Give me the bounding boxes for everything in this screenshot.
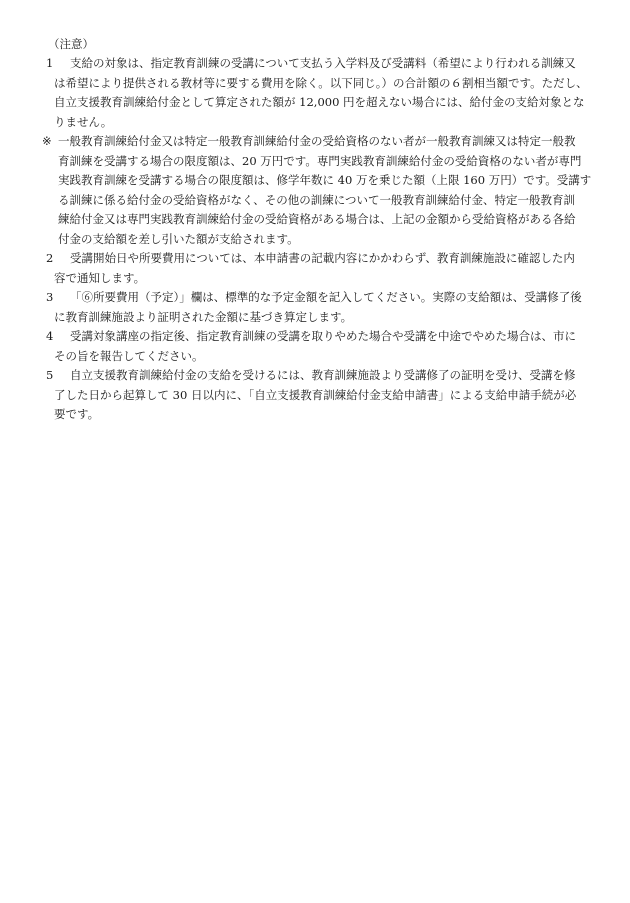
note-line: 容で通知します。 xyxy=(54,270,146,285)
notes-list xyxy=(42,54,602,425)
note-text xyxy=(58,132,602,249)
note-line: 受講対象講座の指定後、指定教育訓練の受講を取りやめた場合や受講を中途でやめた場合は、市に xyxy=(70,329,576,343)
note-item-1 xyxy=(42,54,602,132)
note-item-5 xyxy=(42,366,602,425)
note-line: りません。 xyxy=(54,114,113,129)
note-item-4 xyxy=(42,327,602,366)
note-line: 受講開始日や所要費用については、本申請書の記載内容にかかわらず、教育訓練施設に確認した内 xyxy=(70,251,575,265)
note-line: 一般教育訓練給付金又は特定一般教育訓練給付金の受給資格のない者が一般教育訓練又は特定一般教 xyxy=(58,134,576,148)
note-text xyxy=(54,366,602,425)
note-item-2 xyxy=(42,249,602,288)
note-item-asterisk xyxy=(42,132,602,249)
note-line: 支給の対象は、指定教育訓練の受講について支払う入学料及び受講料（希望により行われる訓練又 xyxy=(70,56,576,70)
note-number: 4 xyxy=(46,329,54,343)
note-number: 5 xyxy=(46,368,54,382)
note-text xyxy=(54,249,602,288)
notes-heading: （注意） xyxy=(48,37,94,51)
note-line: に教育訓練施設より証明された金額に基づき算定します。 xyxy=(54,309,353,324)
note-number: 1 xyxy=(46,56,54,70)
note-line: 練給付金又は専門実践教育訓練給付金の受給資格がある場合は、上記の金額から受給資格がある各給 xyxy=(58,212,576,226)
note-line: は希望により提供される教材等に要する費用を除く。以下同じ。）の合計額の６割相当額です。ただし、 xyxy=(54,75,588,90)
note-text xyxy=(54,54,602,132)
note-number: 3 xyxy=(46,290,54,304)
note-text xyxy=(54,327,602,366)
note-line: 了した日から起算して 30 日以内に、「自立支援教育訓練給付金支給申請書」による支給申請手続が必 xyxy=(54,387,577,402)
note-line: 育訓練を受講する場合の限度額は、20 万円です。専門実践教育訓練給付金の受給資格のない者が専門 xyxy=(58,153,582,168)
note-line: 要です。 xyxy=(54,407,100,421)
note-line: 自立支援教育訓練給付金として算定された額が 12,000 円を超えない場合には、給付金の支給対象とな xyxy=(54,95,585,109)
note-text xyxy=(54,288,602,327)
note-item-3 xyxy=(42,288,602,327)
note-line: 実践教育訓練を受講する場合の限度額は、修学年数に 40 万を乗じた額（上限 160 万円）です。受講す xyxy=(58,173,592,187)
asterisk-mark: ※ xyxy=(42,134,52,148)
note-line: 自立支援教育訓練給付金の支給を受けるには、教育訓練施設より受講修了の証明を受け、受講を修 xyxy=(70,368,576,382)
note-number: 2 xyxy=(46,251,54,265)
note-line: 付金の支給額を差し引いた額が支給されます。 xyxy=(58,231,299,246)
note-line: 「⑥所要費用（予定）」欄は、標準的な予定金額を記入してください。実際の支給額は、受講修了後 xyxy=(70,290,582,304)
note-line: その旨を報告してください。 xyxy=(54,348,204,363)
note-line: る訓練に係る給付金の受給資格がなく、その他の訓練について一般教育訓練給付金、特定一般教育訓 xyxy=(58,192,576,207)
